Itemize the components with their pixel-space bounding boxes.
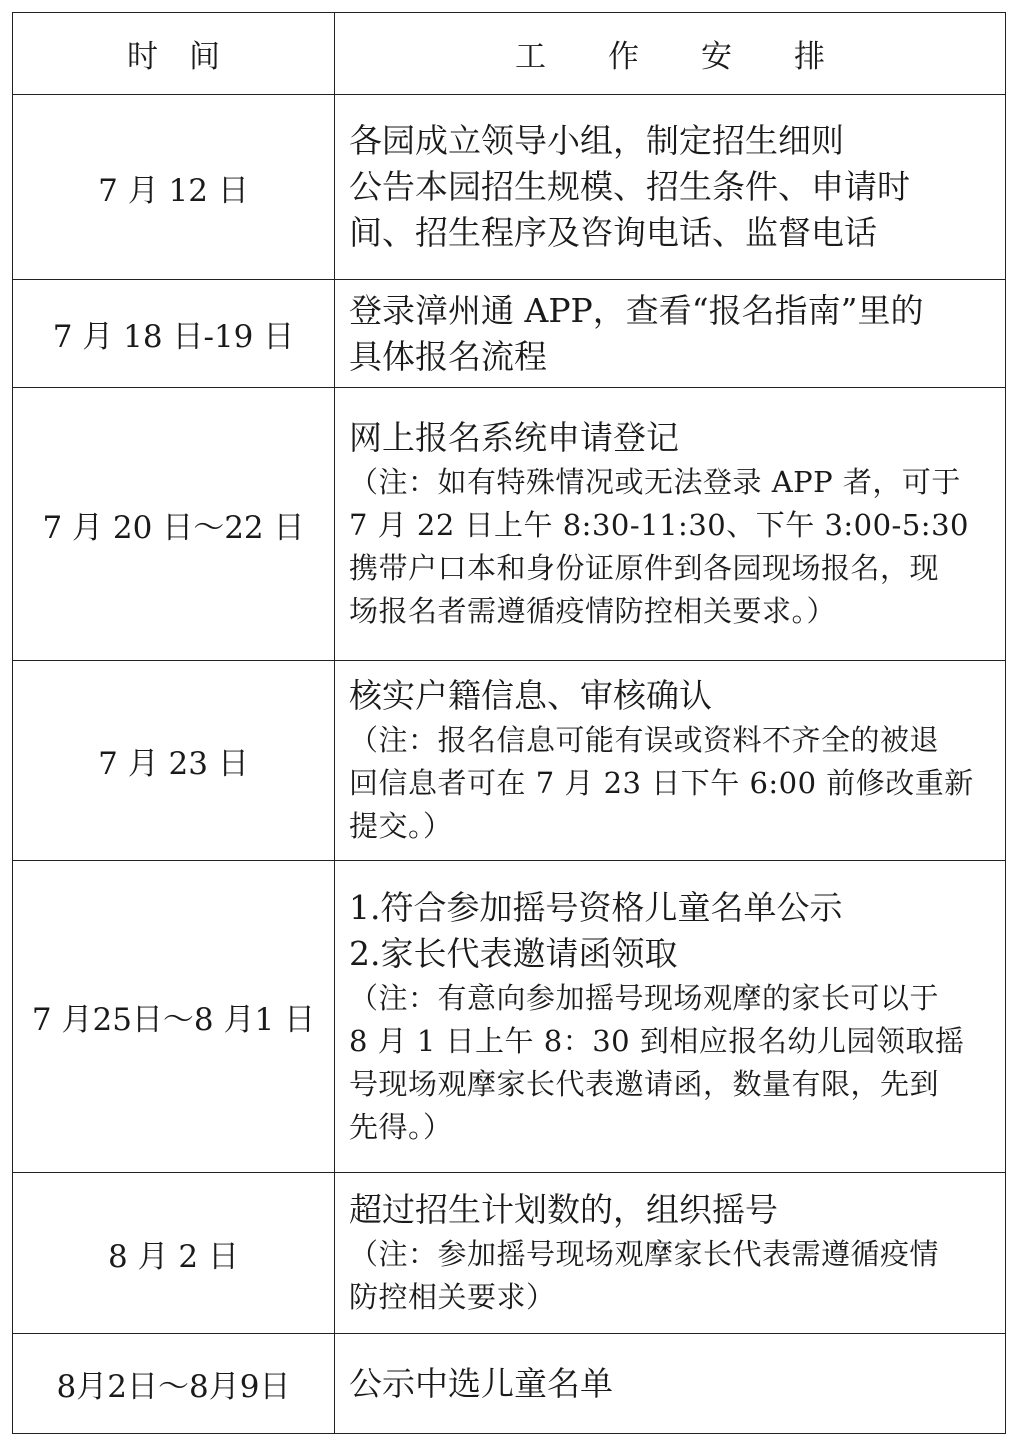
work-line: 2.家长代表邀请函领取 bbox=[349, 933, 678, 973]
header-time bbox=[13, 13, 335, 95]
work-line: 具体报名流程 bbox=[349, 336, 547, 376]
note-line: 携带户口本和身份证原件到各园现场报名，现 bbox=[349, 551, 940, 585]
note-line: （注：报名信息可能有误或资料不齐全的被退 bbox=[349, 723, 940, 757]
note-line: （注：有意向参加摇号现场观摩的家长可以于 bbox=[349, 980, 940, 1015]
work-cell bbox=[335, 661, 1006, 861]
time-cell: 7 月25日～8 月1 日 bbox=[13, 861, 335, 1173]
header-work bbox=[335, 13, 1006, 95]
note-line: 号现场观摩家长代表邀请函，数量有限，先到 bbox=[349, 1066, 940, 1101]
time-cell: 7 月 12 日 bbox=[13, 95, 335, 280]
work-cell bbox=[335, 1173, 1006, 1334]
table-row bbox=[13, 861, 1006, 1173]
note-line: （注：参加摇号现场观摩家长代表需遵循疫情 bbox=[349, 1237, 940, 1271]
schedule-sheet bbox=[12, 12, 1005, 1405]
work-line: 公示中选儿童名单 bbox=[349, 1363, 613, 1403]
work-cell bbox=[335, 388, 1006, 661]
schedule-table bbox=[12, 12, 1006, 1434]
table-row bbox=[13, 1173, 1006, 1334]
time-cell: 8 月 2 日 bbox=[13, 1173, 335, 1334]
table-row bbox=[13, 1334, 1006, 1434]
work-cell bbox=[335, 280, 1006, 388]
time-cell: 7 月 20 日～22 日 bbox=[13, 388, 335, 661]
work-line: 各园成立领导小组，制定招生细则 bbox=[349, 121, 844, 160]
work-cell bbox=[335, 1334, 1006, 1434]
table-header-row bbox=[13, 13, 1006, 95]
note-line: 先得。） bbox=[349, 1109, 453, 1144]
work-line: 网上报名系统申请登记 bbox=[349, 418, 679, 457]
work-cell bbox=[335, 95, 1006, 280]
note-line: 场报名者需遵循疫情防控相关要求。） bbox=[349, 594, 837, 628]
time-cell: 8月2日～8月9日 bbox=[13, 1334, 335, 1434]
note-line: 回信息者可在 7 月 23 日下午 6:00 前修改重新 bbox=[349, 766, 974, 800]
work-line: 登录漳州通 APP，查看“报名指南”里的 bbox=[349, 290, 924, 330]
work-line: 公告本园招生规模、招生条件、申请时 bbox=[349, 167, 910, 206]
time-cell: 7 月 23 日 bbox=[13, 661, 335, 861]
note-line: （注：如有特殊情况或无法登录 APP 者，可于 bbox=[349, 465, 961, 499]
header-time-label: 时 间 bbox=[127, 39, 220, 75]
time-cell: 7 月 18 日-19 日 bbox=[13, 280, 335, 388]
work-line: 1.符合参加摇号资格儿童名单公示 bbox=[349, 887, 843, 927]
work-cell bbox=[335, 861, 1006, 1173]
table-row bbox=[13, 280, 1006, 388]
note-line: 防控相关要求） bbox=[349, 1280, 556, 1314]
table-row bbox=[13, 388, 1006, 661]
note-line: 7 月 22 日上午 8:30-11:30、下午 3:00-5:30 bbox=[349, 508, 969, 542]
work-line: 间、招生程序及咨询电话、监督电话 bbox=[349, 213, 877, 252]
note-line: 8 月 1 日上午 8：30 到相应报名幼儿园领取摇 bbox=[349, 1023, 965, 1058]
work-line: 核实户籍信息、审核确认 bbox=[349, 676, 712, 715]
table-row bbox=[13, 661, 1006, 861]
work-line: 超过招生计划数的，组织摇号 bbox=[349, 1190, 778, 1229]
header-work-label: 工 作 安 排 bbox=[515, 39, 825, 75]
note-line: 提交。） bbox=[349, 809, 453, 843]
table-row bbox=[13, 95, 1006, 280]
